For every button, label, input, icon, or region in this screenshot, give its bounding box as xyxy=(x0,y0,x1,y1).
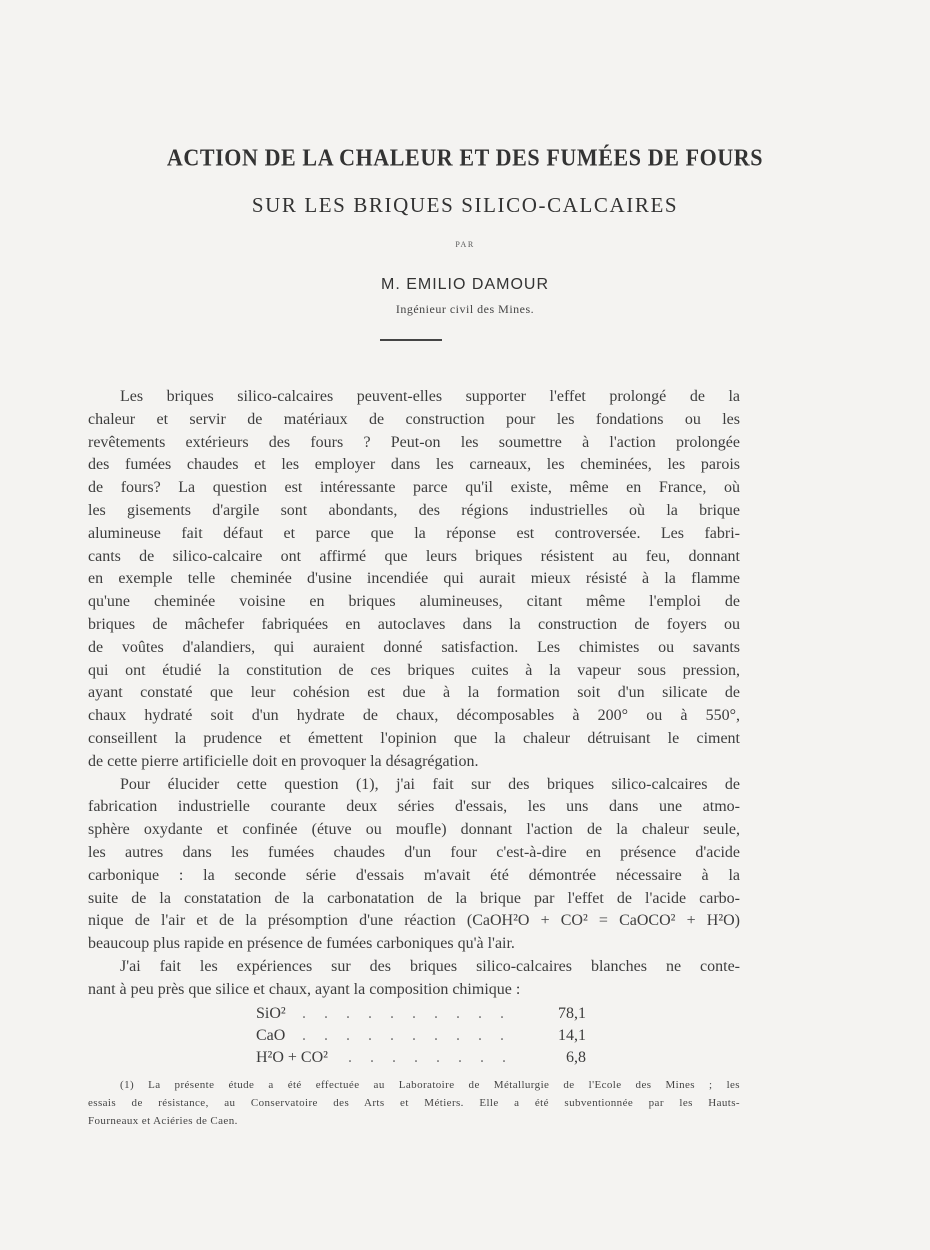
body-line: fabrication industrielle courante deux séries d'essais, les uns dans une atmo- xyxy=(88,798,740,816)
by-line: PAR xyxy=(455,240,475,249)
body-line: nique de l'air et de la présomption d'une réaction (CaOH²O + CO² = CaOCO² + H²O) xyxy=(88,912,740,930)
leader-dots: . . . . . . . . xyxy=(348,1049,513,1066)
body-line: Pour élucider cette question (1), j'ai fait sur des briques silico-calcaires de xyxy=(120,775,740,793)
author-name: M. EMILIO DAMOUR xyxy=(380,276,549,293)
body-line: de voûtes d'alandiers, qui auraient donné satisfaction. Les chimistes ou savants xyxy=(88,638,740,656)
body-line: de cette pierre artificielle doit en provoquer la désagrégation. xyxy=(88,752,479,770)
body-line: carbonique : la seconde série d'essais m'avait été démontrée nécessaire à la xyxy=(88,866,740,884)
composition-label: CaO xyxy=(256,1027,286,1044)
composition-row xyxy=(256,1003,586,1025)
footnote-line: Fourneaux et Aciéries de Caen. xyxy=(88,1115,238,1127)
body-line: qui ont étudié la constitution de ces briques cuites à la vapeur sous pression, xyxy=(88,661,740,679)
composition-value: 78,1 xyxy=(558,1005,586,1022)
body-line: de fours? La question est intéressante parce qu'il existe, même en France, où xyxy=(88,479,740,497)
article-subtitle: SUR LES BRIQUES SILICO-CALCAIRES xyxy=(251,193,679,217)
body-line: chaux hydraté soit d'un hydrate de chaux, décomposables à 200° ou à 550°, xyxy=(88,707,740,725)
composition-row xyxy=(256,1025,586,1047)
body-line: suite de la constatation de la carbonatation de la brique par l'effet de l'acide carbo- xyxy=(88,889,740,907)
leader-dots: . . . . . . . . . . xyxy=(302,1027,511,1044)
body-text xyxy=(88,386,740,1002)
footnote-line: (1) La présente étude a été effectuée au Laboratoire de Métallurgie de l'Ecole des Mines ; les xyxy=(120,1079,740,1091)
author-affiliation: Ingénieur civil des Mines. xyxy=(395,302,535,316)
composition-label: H²O + CO² xyxy=(256,1049,328,1066)
footnote xyxy=(88,1076,740,1130)
body-line: les autres dans les fumées chaudes d'un four c'est-à-dire en présence d'acide xyxy=(88,843,740,861)
body-line: les gisements d'argile sont abondants, des régions industrielles où la brique xyxy=(88,501,740,519)
body-line: J'ai fait les expériences sur des briques silico-calcaires blanches ne conte- xyxy=(120,957,740,975)
body-line: briques de mâchefer fabriquées en autoclaves dans la construction de foyers ou xyxy=(88,615,740,633)
body-line: alumineuse fait défaut et parce que la réponse est controversée. Les fabri- xyxy=(88,524,740,542)
body-line: des fumées chaudes et les employer dans les carneaux, les cheminées, les parois xyxy=(88,456,740,474)
body-line: chaleur et servir de matériaux de construction pour les fondations ou les xyxy=(88,410,740,428)
composition-value: 6,8 xyxy=(566,1049,586,1066)
body-line: ayant constaté que leur cohésion est due à la formation soit d'un silicate de xyxy=(88,684,740,702)
body-line: qu'une cheminée voisine en briques alumineuses, citant même l'emploi de xyxy=(88,593,740,611)
article-title: ACTION DE LA CHALEUR ET DES FUMÉES DE FOURS xyxy=(166,143,764,171)
composition-row xyxy=(256,1047,586,1069)
footnote-line: essais de résistance, au Conservatoire des Arts et Métiers. Elle a été subventionnée par les Hauts- xyxy=(88,1097,740,1109)
body-line: Les briques silico-calcaires peuvent-elles supporter l'effet prolongé de la xyxy=(120,388,740,405)
body-line: revêtements extérieurs des fours ? Peut-on les soumettre à l'action prolongée xyxy=(88,433,740,451)
leader-dots: . . . . . . . . . . xyxy=(302,1005,511,1022)
body-line: cants de silico-calcaire ont affirmé que leurs briques résistent au feu, donnant xyxy=(88,547,740,565)
body-line: nant à peu près que silice et chaux, ayant la composition chimique : xyxy=(88,980,521,998)
title-divider xyxy=(380,339,442,341)
body-line: beaucoup plus rapide en présence de fumées carboniques qu'à l'air. xyxy=(88,935,515,953)
composition-table xyxy=(256,1003,586,1069)
body-line: sphère oxydante et confinée (étuve ou moufle) donnant l'action de la chaleur seule, xyxy=(88,821,740,839)
body-line: conseillent la prudence et émettent l'opinion que la chaleur détruisant le ciment xyxy=(88,729,740,747)
composition-label: SiO² xyxy=(256,1005,286,1022)
composition-value: 14,1 xyxy=(558,1027,586,1044)
body-line: en exemple telle cheminée d'usine incendiée qui aurait mieux résisté à la flamme xyxy=(88,570,740,588)
